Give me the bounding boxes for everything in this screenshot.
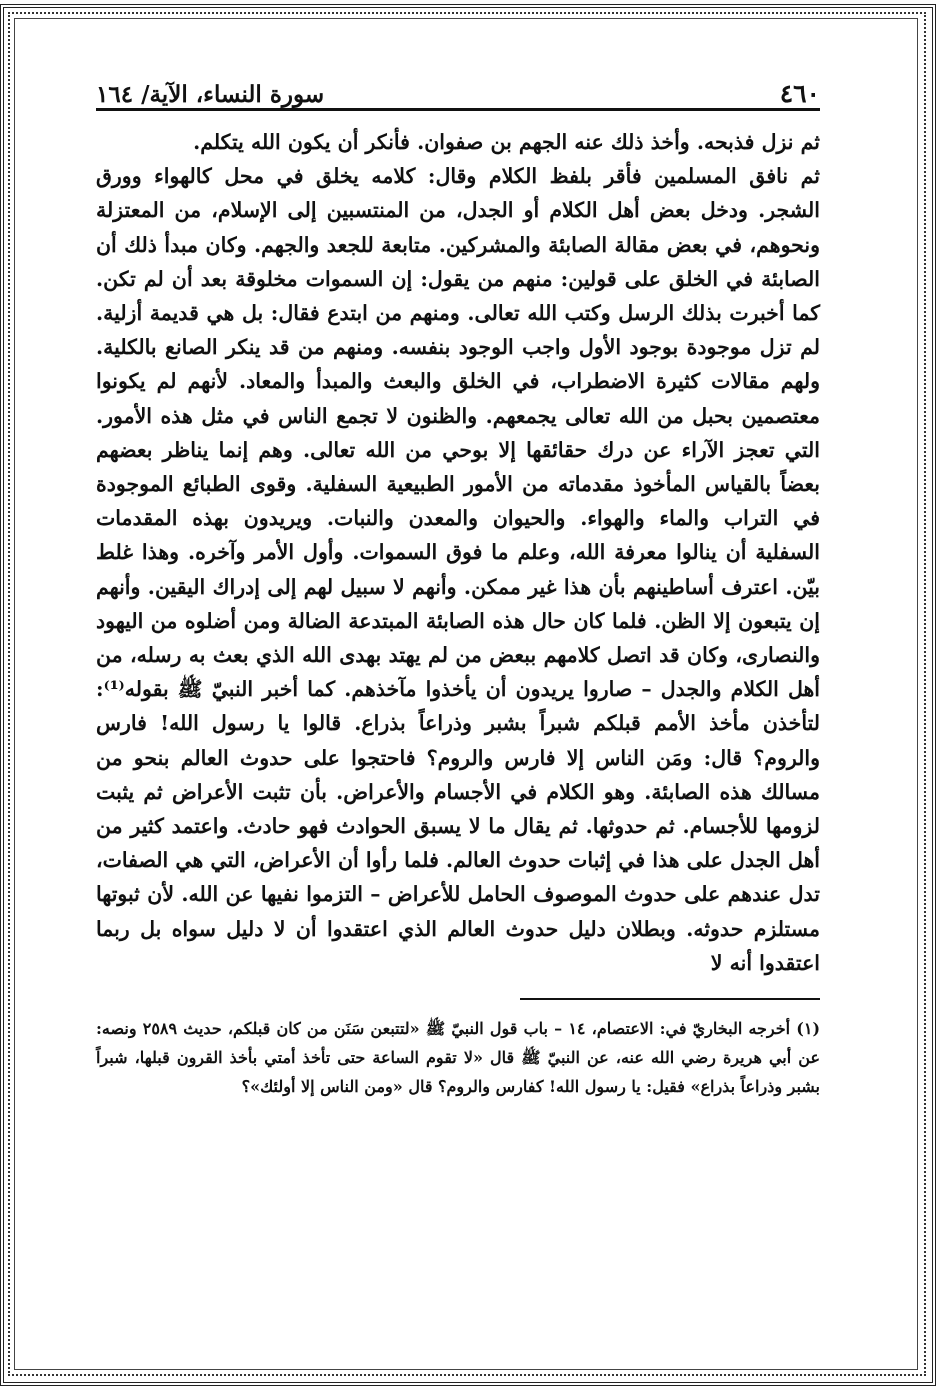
- main-text: [96, 125, 820, 980]
- book-page: [96, 64, 820, 1101]
- paragraph: ثم نافق المسلمين فأقر بلفظ الكلام وقال: كلامه يخلق في محل كالهواء وورق الشجر. ودخل بعض أهل الكلام أو الجدل، من المنتسبين إلى الإسلام، من المعتزلة ونحوهم، في بعض مقالة الصابئة والمشركين. متابعة للجعد والجهم. وكان مبدأ ذلك أن الصابئة في الخلق على قولين: منهم من يقول: إن السموات مخلوقة بعد أن لم تكن. كما أخبرت بذلك الرسل وكتب الله تعالى. ومنهم من ابتدع فقال: بل هي قديمة أزلية. لم تزل موجودة بوجود الأول واجب الوجود بنفسه. ومنهم من قد ينكر الصانع بالكلية. ولهم مقالات كثيرة الاضطراب، في الخلق والبعث والمبدأ والمعاد. لأنهم لم يكونوا معتصمين بحبل من الله تعالى يجمعهم. والظنون لا تجمع الناس في مثل هذه الأمور. التي تعجز الآراء عن درك حقائقها إلا بوحي من الله تعالى. وهم إنما يناظر بعضهم بعضاً بالقياس المأخوذ مقدماته من الأمور الطبيعية السفلية. وقوى الطبائع الموجودة في التراب والماء والهواء. والحيوان والمعدن والنبات. ويريدون بهذه المقدمات السفلية أن ينالوا معرفة الله، وعلم ما فوق السموات. وأول الأمر وآخره. وهذا غلط بيّن. اعترف أساطينهم بأن هذا غير ممكن. وأنهم لا سبيل لهم إلى إدراك اليقين. وأنهم إن يتبعون إلا الظن. فلما كان حال هذه الصابئة المبتدعة الضالة ومن أضلوه من اليهود والنصارى، وكان قد اتصل كلامهم ببعض من لم يهتد بهدى الله الذي بعث به رسله، من أهل الكلام والجدل – صاروا يريدون أن يأخذوا مآخذهم. كما أخبر النبيّ ﷺ بقوله⁽¹⁾: لتأخذن مأخذ الأمم قبلكم شبراً بشبر وذراعاً بذراع. قالوا يا رسول الله! فارس والروم؟ قال: ومَن الناس إلا فارس والروم؟ فاحتجوا على حدوث العالم بنحو من مسالك هذه الصابئة. وهو الكلام في الأجسام والأعراض. بأن تثبت الأعراض ثم يثبت لزومها للأجسام. ثم حدوثها. ثم يقال ما لا يسبق الحوادث فهو حادث. واعتمد كثير من أهل الجدل على هذا في إثبات حدوث العالم. فلما رأوا أن الأعراض، التي هي الصفات، تدل عندهم على حدوث الموصوف الحامل للأعراض – التزموا نفيها عن الله. لأن ثبوتها مستلزم حدوثه. وبطلان دليل حدوث العالم الذي اعتقدوا أن لا دليل سواه بل ربما اعتقدوا أنه لا: [96, 164, 820, 975]
- running-header: [96, 64, 820, 111]
- surah-reference: سورة النساء، الآية/ ١٦٤: [96, 81, 325, 108]
- footnote-separator: [520, 998, 820, 1000]
- footnote: (١) أخرجه البخاريّ في: الاعتصام، ١٤ – باب قول النبيّ ﷺ «لتتبعن سَنَن من كان قبلكم، حديث ٢٥٨٩ ونصه: عن أبي هريرة رضي الله عنه، عن النبيّ ﷺ قال «لا تقوم الساعة حتى تأخذ أمتي بأخذ القرون قبلها، شبراً بشبر وذراعاً بذراع» فقيل: يا رسول الله! كفارس والروم؟ قال «ومن الناس إلا أولئك»؟: [96, 1019, 821, 1097]
- page-number: ٤٦٠: [779, 79, 820, 108]
- paragraph: ثم نزل فذبحه. وأخذ ذلك عنه الجهم بن صفوان. فأنكر أن يكون الله يتكلم.: [193, 130, 820, 154]
